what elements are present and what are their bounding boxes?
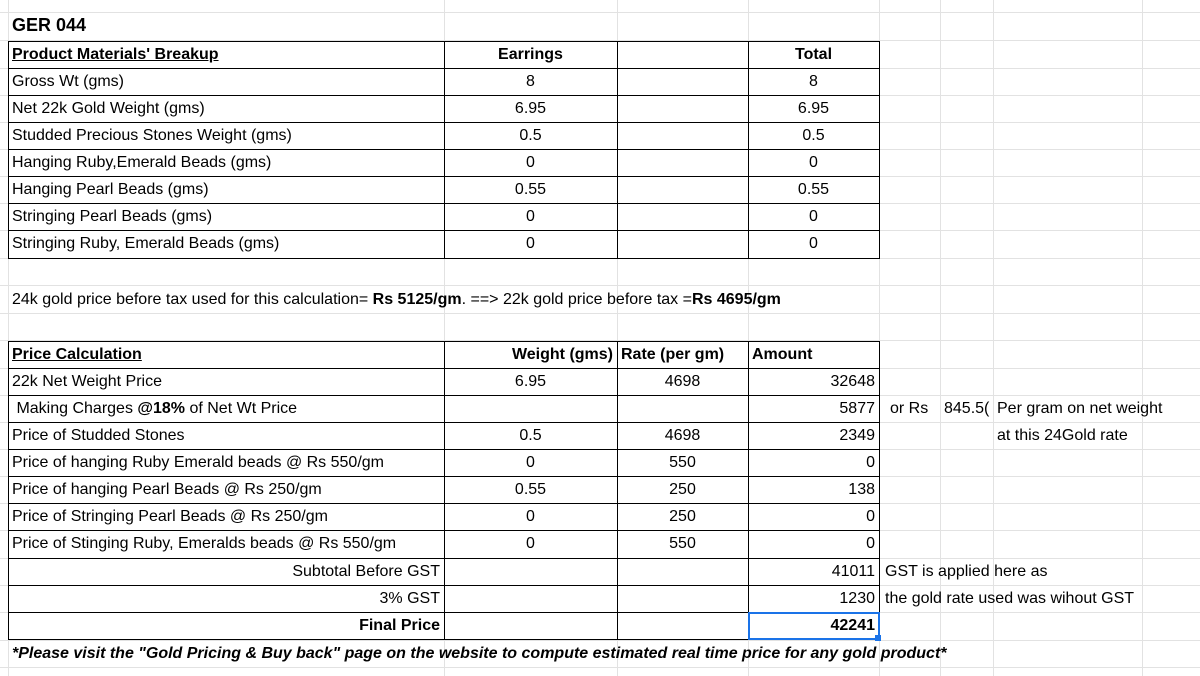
making-note-prefix[interactable]: or Rs (890, 400, 929, 417)
pricing-header-amount[interactable]: Amount (752, 346, 813, 363)
price-rate[interactable]: 250 (669, 481, 696, 498)
making-note-text[interactable]: Per gram on net weight (997, 400, 1163, 417)
material-earrings[interactable]: 8 (526, 73, 535, 90)
price-rate[interactable]: 550 (669, 454, 696, 471)
price-weight[interactable]: 0 (526, 454, 535, 471)
material-label[interactable]: Gross Wt (gms) (12, 73, 124, 90)
gst-label[interactable]: 3% GST (379, 590, 440, 607)
material-label[interactable]: Net 22k Gold Weight (gms) (12, 100, 205, 117)
price-rate[interactable]: 4698 (664, 373, 701, 390)
material-label[interactable]: Stringing Ruby, Emerald Beads (gms) (12, 235, 280, 252)
price-label[interactable]: Price of hanging Pearl Beads @ Rs 250/gm (12, 481, 322, 498)
material-label[interactable]: Stringing Pearl Beads (gms) (12, 208, 213, 225)
gst-note-2[interactable]: the gold rate used was wihout GST (885, 590, 1135, 607)
pricing-header-weight[interactable]: Weight (gms) (511, 346, 613, 363)
material-earrings[interactable]: 0 (526, 154, 535, 171)
material-total[interactable]: 0 (809, 154, 818, 171)
price-weight[interactable]: 0 (526, 535, 535, 552)
material-total[interactable]: 6.95 (797, 100, 830, 117)
price-rate[interactable]: 4698 (664, 427, 701, 444)
gridline (0, 667, 1200, 668)
price-amount[interactable]: 2349 (839, 427, 875, 444)
price-amount[interactable]: 5877 (839, 400, 875, 417)
price-label[interactable]: Price of Studded Stones (12, 427, 185, 444)
price-amount[interactable]: 32648 (830, 373, 875, 390)
price-amount[interactable]: 0 (866, 508, 875, 525)
gold-24k-rate: Rs 5125/gm (372, 291, 462, 308)
material-label[interactable]: Studded Precious Stones Weight (gms) (12, 127, 292, 144)
material-earrings[interactable]: 0 (526, 208, 535, 225)
price-label[interactable]: Price of Stringing Pearl Beads @ Rs 250/gm (12, 508, 328, 525)
material-earrings[interactable]: 0 (526, 235, 535, 252)
gst-note[interactable]: GST is applied here as (885, 563, 1048, 580)
making-note-rate[interactable]: 845.5( (944, 400, 990, 417)
making-charges-percent: @18% (137, 400, 186, 417)
materials-header-earrings[interactable]: Earrings (498, 46, 563, 63)
material-total[interactable]: 0.5 (802, 127, 825, 144)
material-total[interactable]: 8 (809, 73, 818, 90)
materials-header-label[interactable]: Product Materials' Breakup (12, 46, 219, 63)
price-weight[interactable] (444, 395, 617, 422)
price-amount[interactable]: 0 (866, 535, 875, 552)
material-total[interactable]: 0 (809, 208, 818, 225)
making-note-text-2[interactable]: at this 24Gold rate (997, 427, 1128, 444)
price-weight[interactable]: 6.95 (514, 373, 547, 390)
making-charges-text: Making Charges (12, 400, 138, 417)
price-amount[interactable]: 0 (866, 454, 875, 471)
price-weight[interactable]: 0 (526, 508, 535, 525)
price-rate[interactable] (617, 395, 748, 422)
final-price-amount[interactable]: 42241 (830, 617, 875, 634)
table-col-divider (617, 41, 618, 259)
price-label[interactable] (8, 395, 444, 422)
gold-note-text: . ==> 22k gold price before tax = (461, 291, 692, 308)
material-total[interactable]: 0.55 (797, 181, 830, 198)
price-label[interactable]: 22k Net Weight Price (12, 373, 162, 390)
pricing-header-label[interactable]: Price Calculation (12, 346, 142, 363)
gold-price-note[interactable] (8, 286, 785, 313)
price-rate[interactable]: 550 (669, 535, 696, 552)
price-label[interactable]: Price of hanging Ruby Emerald beads @ Rs 550/gm (12, 454, 384, 471)
sheet-title: GER 044 (12, 15, 87, 35)
gst-amount[interactable]: 1230 (839, 590, 875, 607)
gridline (1142, 0, 1143, 676)
material-label[interactable]: Hanging Ruby,Emerald Beads (gms) (12, 154, 272, 171)
material-label[interactable]: Hanging Pearl Beads (gms) (12, 181, 209, 198)
subtotal-label[interactable]: Subtotal Before GST (292, 563, 440, 580)
material-earrings[interactable]: 6.95 (514, 100, 547, 117)
gold-22k-rate: Rs 4695/gm (691, 291, 781, 308)
price-rate[interactable]: 250 (669, 508, 696, 525)
pricing-header-rate[interactable]: Rate (per gm) (621, 346, 725, 363)
gridline (0, 12, 1200, 13)
material-earrings[interactable]: 0.55 (514, 181, 547, 198)
footer-note[interactable]: *Please visit the "Gold Pricing & Buy back" page on the website to compute estimated real time price for any gold product* (12, 645, 947, 662)
subtotal-amount[interactable]: 41011 (831, 563, 875, 580)
material-total[interactable]: 0 (809, 235, 818, 252)
price-label[interactable]: Price of Stinging Ruby, Emeralds beads @ Rs 550/gm (12, 535, 397, 552)
gridline (0, 313, 1200, 314)
gold-note-text: 24k gold price before tax used for this calculation= (12, 291, 373, 308)
making-charges-text: of Net Wt Price (185, 400, 298, 417)
price-weight[interactable]: 0.55 (514, 481, 547, 498)
material-earrings[interactable]: 0.5 (519, 127, 542, 144)
materials-header-total[interactable]: Total (794, 46, 833, 63)
price-amount[interactable]: 138 (848, 481, 875, 498)
price-weight[interactable]: 0.5 (519, 427, 542, 444)
final-price-label[interactable]: Final Price (359, 617, 440, 634)
cell-selection (748, 612, 880, 640)
